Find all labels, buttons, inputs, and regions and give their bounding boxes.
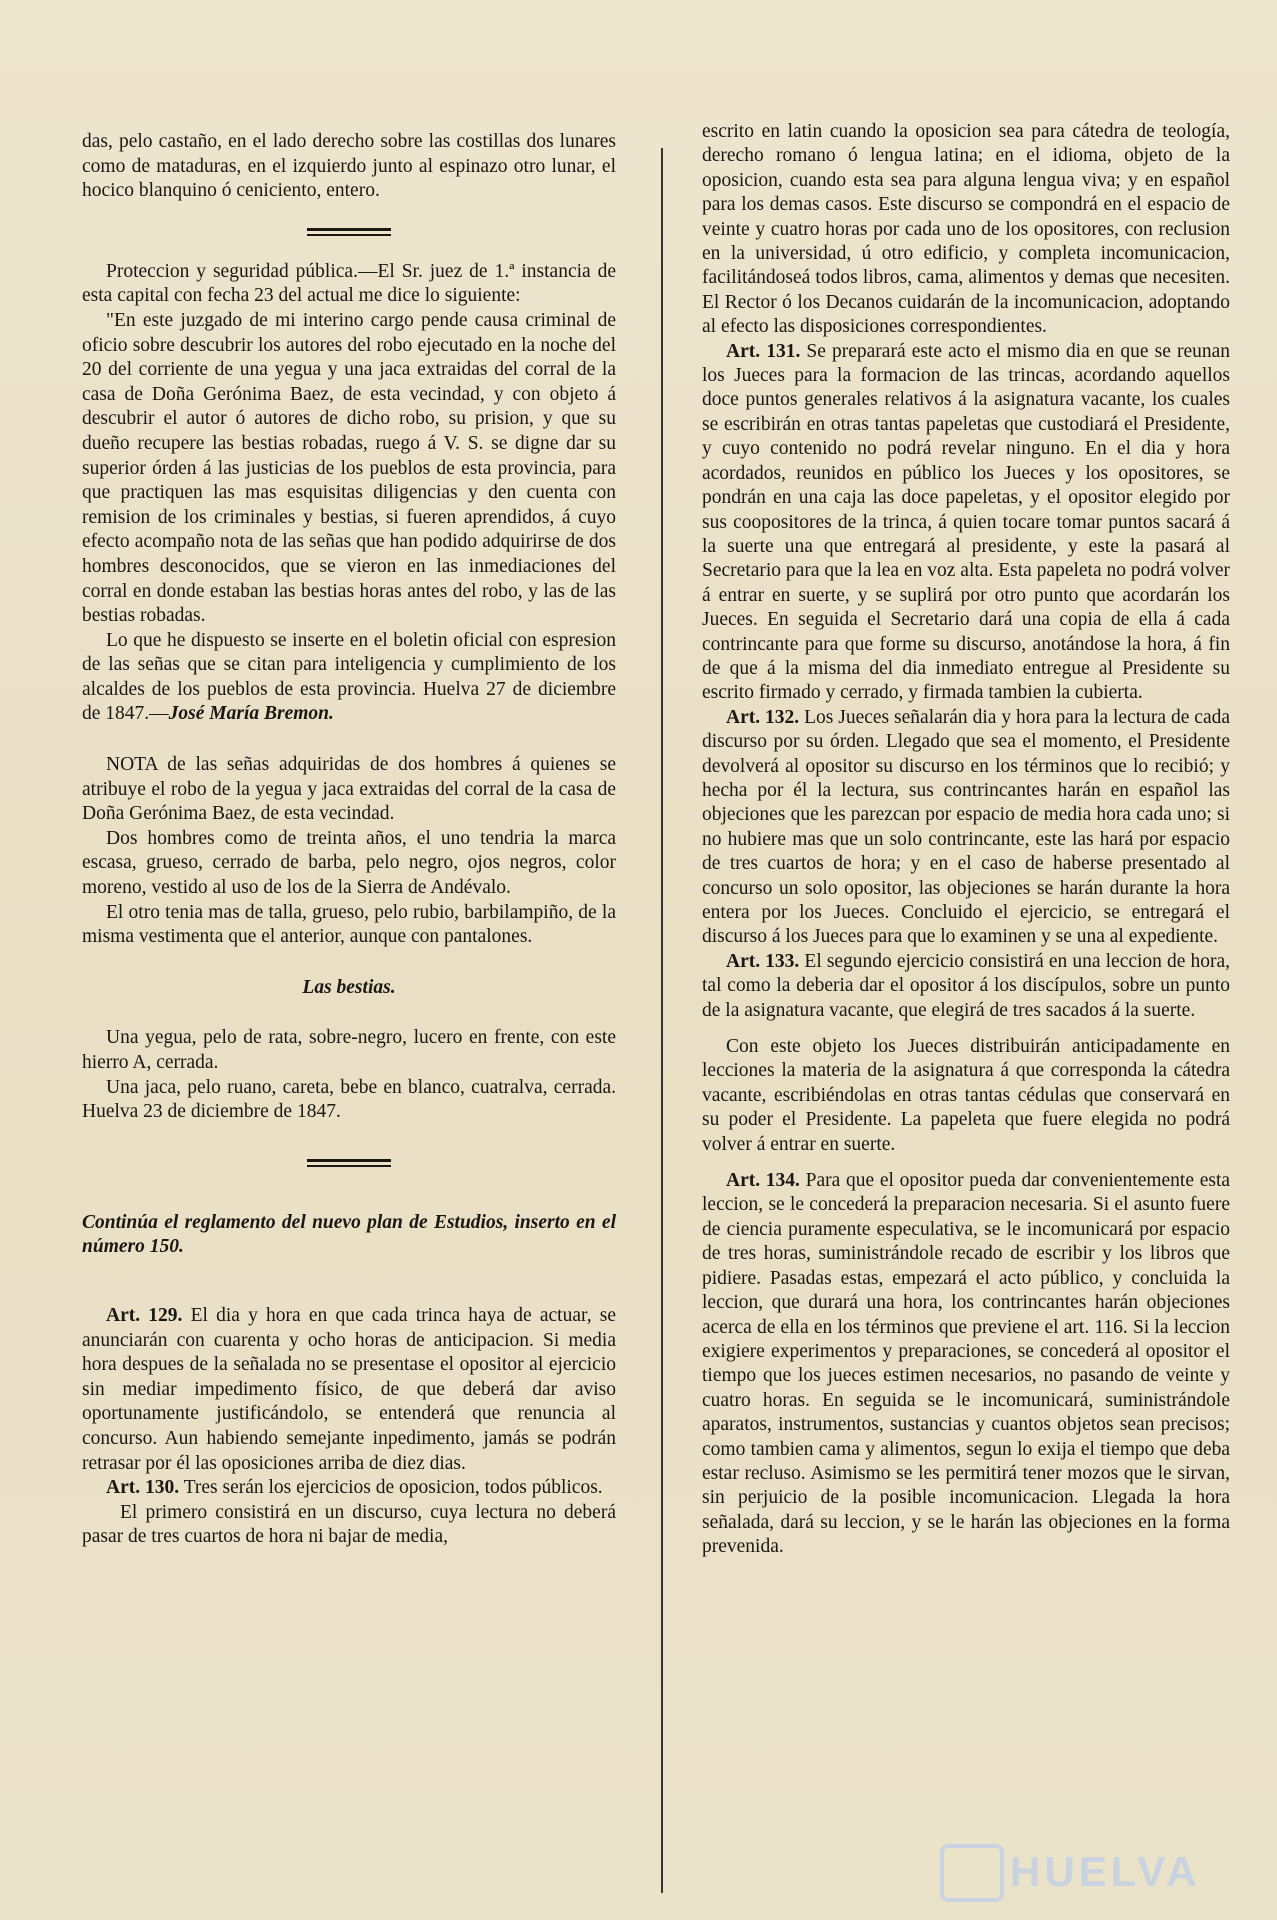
article-133-text: El segundo ejercicio consistirá en una leccion de hora, tal como la deberia dar el opositor á los discípulos, sobre un punto de la asignatura vacante, que elegirá de tres sacados á la suerte.: [702, 950, 1231, 1021]
spacer: [702, 1023, 1230, 1035]
article-134-text: Para que el opositor pueda dar convenientemente esta leccion, se le concederá la preparacion necesaria. Si el asunto fuere de ciencia puramente especulativa, se le incomunicará por espacio de tres horas, suministrándole recado de escribir y los libros que pidiere. Pasadas estas, empezará el acto público, y concluida la leccion, que durará una hora, los contrincantes harán objeciones acerca de ella en los términos que previene el art. 116. Si la leccion exigiere experimentos y preparaciones, se concederá al opositor el tiempo que los jueces estimen necesarios, no pasando de veinte y cuatro horas. En seguida se le incomunicará, suministrándole aparatos, instrumentos, sustancias y cuantos objetos sean precisos; como tambien cama y alimentos, segun lo exija el tiempo que deba estar recluso. Asimismo se les permitirá tener mozos que le sirvan, sin perjuicio de la posible incomunicacion. Llegada la hora señalada, dará su leccion, y se le harán las objeciones en la forma prevenida.: [702, 1170, 1231, 1558]
paragraph-objeto: Con este objeto los Jueces distribuirán anticipadamente en lecciones la materia de la asignatura á que corresponda la cátedra vacante, escribiéndolas en otras tantas cédulas que conservará en su poder el Presidente. La papeleta que fuere elegida no podrá volver á entrar en suerte.: [702, 1036, 1230, 1155]
spacer: [702, 1157, 1230, 1169]
article-132: [702, 706, 1230, 950]
archive-watermark: HUELVA: [1010, 1848, 1201, 1895]
article-132-label: Art. 132.: [726, 706, 800, 728]
paragraph-primero: El primero consistirá en un discurso, cuya lectura no deberá pasar de tres cuartos de hora ni bajar de media,: [82, 1501, 616, 1548]
article-131-text: Se preparará este acto el mismo dia en que se reunan los Jueces para la formacion de las trincas, acordando aquellos doce puntos generales relativos á la asignatura vacante, los cuales se escribirán en otras tantas papeletas que custodiará el Presidente, y cuyo contenido no podrá revelar ninguno. En el dia y hora acordados, reunidos en público los Jueces y los opositores, se pondrán en una caja las doce papeletas, y el opositor elegido por sus coopositores de la trinca, á quien tocare tomar puntos sacará á la suerte una que entregará al presidente, y este la pasará al Secretario para que la lea en voz alta. Esta papeleta no podrá volver á entrar en suerte, y se suplirá por otro punto que acordarán los Jueces. En seguida el Secretario dará una copia de ella á cada contrincante para que forme su discurso, anotándose la hora, á fin de que á la misma del dia inmediato entregue al Presidente su escrito firmado y cerrado, y firmada tambien la cubierta.: [702, 340, 1231, 704]
heading-las-bestias: Las bestias.: [302, 976, 396, 998]
paragraph-dispuesto: [82, 629, 616, 727]
spacer: [82, 1260, 616, 1304]
right-column: [702, 120, 1230, 1560]
article-131-label: Art. 131.: [726, 340, 801, 362]
paragraph-nota: NOTA de las señas adquiridas de dos hombres á quienes se atribuye el robo de la yegua y jaca extraidas del corral de la casa de Doña Gerónima Baez, de esta vecindad.: [82, 754, 616, 825]
article-129: [82, 1304, 616, 1476]
paragraph-yegua: Una yegua, pelo de rata, sobre-negro, lucero en frente, con este hierro A, cerrada.: [82, 1027, 616, 1073]
paragraph-quote: "En este juzgado de mi interino cargo pende causa criminal de oficio sobre descubrir los autores del robo ejecutado en la noche del 20 del corriente de una yegua y una jaca extraidas del corral de la casa de Doña Gerónima Baez, de esta vecindad, y con objeto á descubrir el autor ó autores de dicho robo, su prision, y que su dueño recupere las bestias robadas, ruego á V. S. se digne dar su superior órden á las justicias de los pueblos de esta provincia, para que practiquen las mas esquisitas diligencias y den cuenta con remision de los criminales y bestias, si fueren aprendidos, á cuyo efecto acompaño nota de las señas que han podido adquirirse de dos hombres desconocidos, que se vieron en las inmediaciones del corral en donde estaban las bestias horas antes del robo, y las de las bestias robadas.: [82, 309, 616, 627]
section-rule: [307, 1159, 391, 1167]
article-129-label: Art. 129.: [106, 1304, 183, 1326]
spacer: [82, 727, 616, 753]
article-134: [702, 1169, 1230, 1560]
column-divider: [661, 148, 663, 1893]
paragraph-top: das, pelo castaño, en el lado derecho sobre las costillas dos lunares como de mataduras, en el izquierdo junto al espinazo otro lunar, el hocico blanquino ó ceniciento, entero.: [82, 131, 616, 202]
paragraph-dos-hombres: Dos hombres como de treinta años, el uno tendria la marca escasa, grueso, cerrado de barba, pelo negro, ojos negros, color moreno, vestido al uso de los de la Sierra de Andévalo.: [82, 827, 616, 899]
article-130: [82, 1476, 616, 1501]
signature: José María Bremon.: [168, 703, 334, 725]
article-132-text: Los Jueces señalarán dia y hora para la lectura de cada discurso por su órden. Llegado que sea el momento, el Presidente devolverá al opositor su discurso en los términos que lo recibió; y hecha por él la lectura, sus contrincantes harán en español las objeciones que les parezcan por espacio de media hora cada uno; si no hubiere mas que un solo contrincante, este las hará por espacio de tres cuartos de hora; y en el caso de haberse presentado al concurso un solo opositor, las objeciones se harán durante la hora entera por los Jueces. Concluido el ejercicio, se entregará el discurso á los Jueces para que lo examinen y se una al expediente.: [702, 706, 1231, 948]
paragraph-jaca: Una jaca, pelo ruano, careta, bebe en blanco, cuatralva, cerrada. Huelva 23 de diciembre de 1847.: [82, 1076, 616, 1123]
archive-logo-icon: [940, 1844, 1004, 1902]
article-134-label: Art. 134.: [726, 1170, 800, 1192]
spacer: [82, 1000, 616, 1026]
article-130-label: Art. 130.: [106, 1477, 180, 1499]
article-130-text: Tres serán los ejercicios de oposicion, todos públicos.: [183, 1477, 603, 1499]
article-133-label: Art. 133.: [726, 950, 800, 972]
spacer: [82, 950, 616, 976]
dispuesto-text: Lo que he dispuesto se inserte en el boletin oficial con espresion de las señas que se citan para inteligencia y cumplimiento de los alcaldes de los pueblos de esta provincia. Huelva 27 de diciembre de 1847.—: [82, 629, 616, 725]
paragraph-otro: El otro tenia mas de talla, grueso, pelo rubio, barbilampiño, de la misma vestimenta que el anterior, aunque con pantalones.: [82, 901, 616, 948]
article-129-text: El dia y hora en que cada trinca haya de actuar, se anunciarán con cuarenta y ocho horas de anticipacion. Si media hora despues de la señalada no se presentase el opositor al ejercicio sin mediar impedimento físico, de que deberá dar aviso oportunamente justificándolo, se entenderá que renuncia al concurso. Aun habiendo semejante inpedimento, jamás se podrán retrasar por él las oposiciones arriba de diez dias.: [82, 1304, 617, 1474]
left-column: [82, 130, 616, 1550]
paragraph-proteccion: Proteccion y seguridad pública.—El Sr. juez de 1.ª instancia de esta capital con fecha 23 del actual me dice lo siguiente:: [82, 260, 616, 307]
section-rule: [307, 228, 391, 236]
article-133: [702, 950, 1230, 1023]
heading-reglamento: Continúa el reglamento del nuevo plan de Estudios, inserto en el número 150.: [82, 1211, 616, 1258]
paragraph-escrito: escrito en latin cuando la oposicion sea para cátedra de teología, derecho romano ó lengua latina; en el idioma, objeto de la oposicion, cuando esta sea para alguna lengua viva; y en español para los demas casos. Este discurso se compondrá en el espacio de veinte y cuatro horas por cada uno de los opositores, con reclusion en la universidad, ú otro edificio, y completa incomunicacion, facilitándoseá todos libros, cama, alimentos y demas que necesiten. El Rector ó los Decanos cuidarán de la incomunicacion, adoptando al efecto las disposiciones correspondientes.: [702, 121, 1230, 338]
article-131: [702, 340, 1230, 706]
